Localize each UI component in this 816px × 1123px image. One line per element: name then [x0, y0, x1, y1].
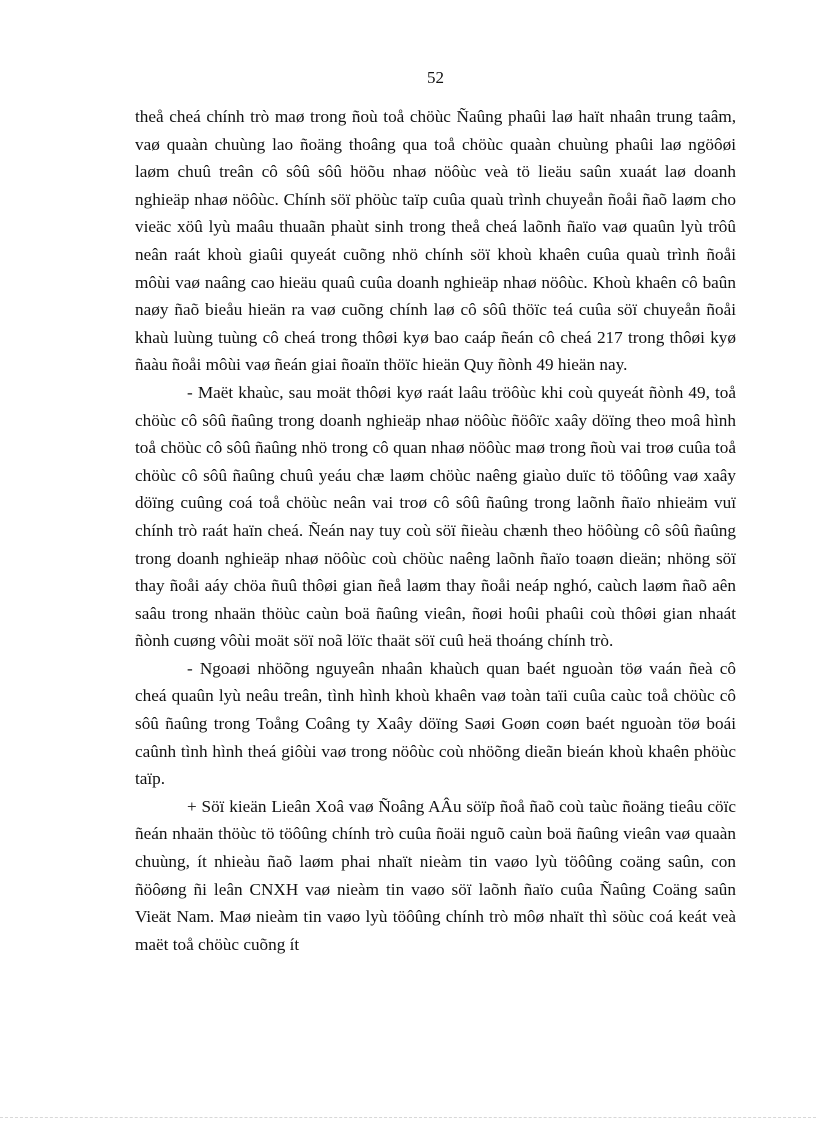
paragraph-2: - Maët khaùc, sau moät thôøi kyø raát laâu tröôùc khi coù quyeát ñònh 49, toå chöùc cô sôû ñaûng trong doanh nghieäp nhaø nöôùc ñöôïc xaây döïng theo moâ hình toå chöùc cô sôû ñaûng nhö trong cô quan nhaø nöôùc maø trong ñoù vai troø cuûa toå chöùc cô sôû ñaûng chuû yeáu chæ laøm chöùc naêng giaùo duïc tö töôûng vaø xaây döïng cuûng coá toå chöùc neân vai troø cô sôû ñaûng trong laõnh ñaïo nhieäm vuï chính trò raát haïn cheá. Ñeán nay tuy coù söï ñieàu chænh theo höôùng cô sôû ñaûng trong doanh nghieäp nhaø nöôùc coù chöùc naêng laõnh ñaïo toaøn dieän; nhöng söï thay ñoåi aáy chöa ñuû thôøi gian ñeå laøm thay ñoåi neáp nghó, caùch laøm ñaõ aên saâu trong nhaän thöùc caùn boä ñaûng vieân, ñoøi hoûi phaûi coù thôøi gian nhaát ñònh cuøng vôùi moät söï noã löïc thaät söï cuû heä thoáng chính trò. — [135, 382, 736, 651]
paragraph-1: theå cheá chính trò maø trong ñoù toå chöùc Ñaûng phaûi laø haït nhaân trung taâm, vaø quaàn chuùng lao ñoäng thoâng qua toå chöùc quaàn chuùng phaûi laø ngöôøi laøm chuû treân cô sôû sôû höõu nhaø nöôùc veà tö lieäu saûn xuaát laø doanh nghieäp nhaø nöôùc. Chính söï phöùc taïp cuûa quaù trình chuyeån ñoåi ñaõ laøm cho vieäc xöû lyù maâu thuaãn phaùt sinh trong theå cheá laõnh ñaïo vaø quaûn lyù trôû neân raát khoù giaûi quyeát cuõng nhö chính söï khoù khaên cuûa quaù trình ñoåi môùi vaø naâng cao hieäu quaû cuûa doanh nghieäp nhaø nöôùc. Khoù khaên cô baûn naøy ñaõ bieåu hieän ra vaø cuõng chính laø cô sôû thöïc teá cuûa söï chuyeån ñoåi khaù luùng tuùng cô cheá trong thôøi kyø bao caáp ñeán cô cheá 217 trong thôøi kyø ñaàu ñoåi môùi vaø ñeán giai ñoaïn thöïc hieän Quy ñònh 49 hieän nay. — [135, 107, 736, 375]
paragraph-4: + Söï kieän Lieân Xoâ vaø Ñoâng AÂu söïp ñoå ñaõ coù taùc ñoäng tieâu cöïc ñeán nhaän thöùc tö töôûng chính trò cuûa ñoäi nguõ caùn boä ñaûng vieân vaø quaàn chuùng, ít nhieàu ñaõ laøm phai nhaït nieàm tin vaøo lyù töôûng coäng saûn, con ñöôøng ñi leân CNXH vaø nieàm tin vaøo söï laõnh ñaïo cuûa Ñaûng Coäng saûn Vieät Nam. Maø nieàm tin vaøo lyù töôûng chính trò môø nhaït thì söùc coá keát veà maët toå chöùc cuõng ít — [135, 796, 736, 954]
paragraph-3: - Ngoaøi nhöõng nguyeân nhaân khaùch quan baét nguoàn töø vaán ñeà cô cheá quaûn lyù neâu treân, tình hình khoù khaên vaø toàn taïi cuûa caùc toå chöùc cô sôû ñaûng trong Toång Coâng ty Xaây döïng Saøi Goøn coøn baét nguoàn töø boái caûnh tình hình theá giôùi vaø trong nöôùc coù nhöõng dieãn bieán khoù khaên phöùc taïp. — [135, 658, 736, 789]
page-bottom-divider — [0, 1117, 816, 1118]
page-number: 52 — [427, 68, 444, 87]
